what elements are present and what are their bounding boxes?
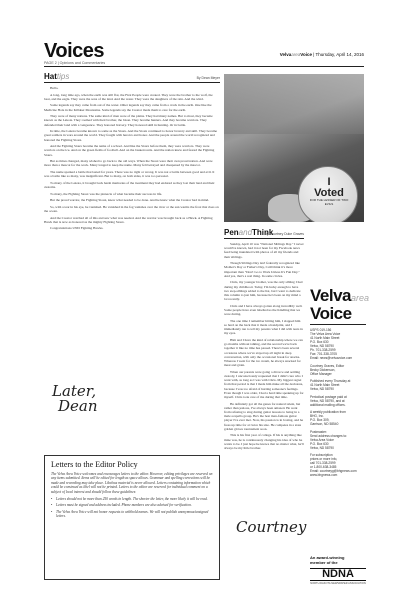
paragraph: Some legends say they came from out of the water. Other legends say they came from a crack in the earth. One like the Medicine Hole in the Killdeer Mountains. Some legends say the Creator made them to care for the earth. [44,103,212,112]
paragraph: Though Siblings Day isn't federally recognized like Mother's Day or Father's Day, I still think it's more important than "Don't Go to Work Unless It's Fun Day." And yes, that's a real thing. In some circles. [224,261,300,278]
masthead-name-a: Velva [310,286,351,305]
section-subtitle: PAGE 2 | Opinions and Commentaries [44,61,106,65]
hat-tips-byline: By Dean Meyer [196,76,220,80]
paragraph: But as times changed, many wished to go back to the old ways. When the Sioux were their own proud nation. And were more than a mascot for the work. Many longed to keep the name. Many felt betrayed and cheapened by the mascot. [44,159,213,168]
masthead-name [310,286,370,323]
letters-policy-rules [51,497,213,519]
section-header [44,40,364,66]
paragraph: Hello. [50,86,59,90]
pub-name-b: area [291,52,301,57]
i-voted-button [298,166,358,222]
letters-policy-title: Letters to the Editor Policy [51,460,138,469]
issue-date: | Thursday, April 14, 2016 [311,52,364,57]
voted-button-photo [224,74,364,222]
button-text [309,177,349,206]
paragraph: He definitely got all the genes for natural talent, but rather than jealous, I've always been amazed. He went from refusing to sing during guitar lessons to being in a male acapella group. He's the best man-famous guitar player I've ever met. Now, his passion is in boxing, and he frees up time for at twice his size. He competes in a state golden gloves tournament soon. [224,401,304,431]
signature-line-2: Dean [58,397,98,415]
pub-name-c: Voice [300,52,312,57]
paragraph: Chris and I have always gotten along incredibly well. Some people have even labelled us the Kindling that we were during. [224,303,303,317]
policy-rule: • The Velva Area Voice will not honor requests to withhold names. We will not publish anonymous/unsigned letters. [51,510,213,519]
section-title: Voices [44,40,104,62]
masthead-info-block: Postmaster: Send address changes to: Velva Area Voice P.O. Box 630 Velva, ND 58790 [310,429,348,450]
publication-date-line [280,52,364,57]
paragraph: Him and I have the kind of relationship where we can go months without talking, and the second we're back together it like no time has passed. There's been several occasions where we've stayed up all night in deep conversation, with only the occasional break for snacks. Whereas I went for the ice cream, he always snacked for meat and grain. [224,338,303,368]
masthead [310,286,370,481]
hat-tips-title-a: Hat [44,72,57,81]
hat-tips-body [44,86,220,378]
paragraph: A long, long time ago, when the earth was still flat, the First People were created. They were the brother to the wolf, the bear, and the eagle. They were the sons of the land. And the water. They were the daughters of the rain. And the wind. [44,92,213,101]
photo-background [224,74,364,134]
ndna-badge [310,556,366,585]
button-line-2: Voted [314,187,344,199]
pen-think-title-c: Think [252,228,274,237]
paragraph: Chris, my younger brother, was the only sibling I had during my childhood. Today, I'm lucky enough to have two step-siblings added to the list, but I want to dedicate this column to just him, because he's been on my mind a lot recently. [224,280,303,302]
masthead-info [310,328,366,477]
paragraph: But the proud warrior, the Fighting Sioux, knew what needed to be done. And he knew what the Creator had in mind. [50,198,210,203]
hat-tips-signature [52,384,98,414]
paragraph: Sunday, April 10 was "National Siblings Day." I never would've known, had it not been for my Facebook news feed being inundated with photos of all my friends and their siblings. [224,242,304,259]
masthead-info-block: USPS 019-156 The Velva Area Voice 41 North Main Street P.O. Box 630 Velva, ND 58790 Ph. 701-338-2599 Fax: 701-338-3705 Email: news@velvavoice.com [310,328,353,360]
hat-tips-rule [44,82,220,83]
pen-think-byline: By Courtney Duke Graves [264,232,304,236]
paragraph: They were of many nations. The same kind of men were of the plains. They had many names. But to most, they became known as the Lakota. They roamed with their brother, the bison. They became hunters. And they became warriors. They defended their land with a vengeance. They honored bravery. They honored skill in hunting. Or in battle. [44,114,213,127]
masthead-info-block: Courtney Graves, Editor Becky Dickenson, Office Manager [310,363,345,376]
pen-think-title-a: Pen [224,228,239,237]
pen-think-title-b: and [238,228,253,237]
policy-rule: • Letters must be signed and address included. Phone numbers are also advised for verification. [51,503,213,507]
letters-policy-intro: The Velva Area Voice welcomes and encourages letters to the editor. However, editing privileges are reserved on any items submitted. Items will be edited for length as space allows. Grammar and spelling corrections will be made and rewording may take place. Libelous material is never allowed. Letters containing information which could be construed as libel will not be printed. Letters to the editor are reserved for individual comment on a subject of local interest and should follow these guidelines: [51,472,213,494]
paragraph: The one time I remember hitting him, I slapped him so hard on the back that it made a handprint, and I immediately ran to tell my parents what I did with tears in my eyes. [224,318,303,336]
masthead-name-b: area [351,293,370,303]
pen-think-body [224,242,304,510]
ndna-logo-subtitle: NORTH DAKOTA NEWSPAPER ASSOCIATION [310,581,366,585]
hat-tips-title-b: tips [56,72,70,81]
hat-tips-title [44,72,69,81]
masthead-name-c: Voice [310,304,352,323]
masthead-info-block: Periodical postage paid at Velva, ND 58790, and at additional mailing offices. [310,394,347,407]
button-line-3: FOR THE LESSER OF TWO EVILS [309,198,349,206]
award-text: An award-winning member of the [310,555,345,565]
pen-think-signature: Courtney [236,518,307,536]
pen-think-rule [224,238,304,239]
paragraph: And the Creator watched all of this and saw what was needed. And the warrior was brought back as a Hawk. A Fighting Hawk that is now as honored as the mighty Fighting Sioux. [44,215,213,224]
signature-line-1: Later, [52,382,97,400]
paragraph: Congratulations UND Fighting Hawks. [50,226,104,231]
paragraph: To many, the Fighting Sioux was the pinnacle of what became their success in life. [50,191,163,196]
header-rule [44,66,364,67]
button-line-1: I [327,176,331,188]
paragraph: The name sparked a battle that lasted for years. There was no right or wrong. It was not a battle between good and evil. It was a battle like so many, was insignificant. But to many, on both sides, it was too personal. [44,169,215,179]
policy-rule: • Letters should not be more than 250 words in length. The shorter the letter, the more likely it will be read. [51,497,213,501]
ndna-logo: NDNA [310,568,366,581]
masthead-info-block: A weekly publication from BHG, Inc. P.O. Box 309, Garrison, ND 58540 [310,410,346,426]
paragraph: So, with a tear in his eye, he vanished. He vanished in the fog vanishes over the river or the sun warms the frost that rises on the ocean. [44,204,219,213]
paragraph: And the Fighting Sioux became the name of a school. And like the Sioux before them, they were warriors. They were warriors on the ice. And on the green fields of football. And on the basketcourts. And the nation knew and feared the Fighting Sioux. [44,144,215,157]
paragraph: In time, the Lakota became known to some as the Sioux. And the Sioux continued to honor bravery and skill. They became great soldiers in wars around the world. They fought with heroics and honor. And the people around the world recognized and honored the Fighting Sioux. [44,129,217,142]
masthead-info-block: Published every Thursday at 41 North Main Street Velva, ND 58790 [310,379,351,391]
masthead-rule [310,324,366,325]
paragraph: This is his first year of college. If his is anything like mine was, he is continuously changing his idea of who he wants to be. I just hope he knows that no matter what, he'll always be my little brother. [224,433,304,451]
letters-policy-box [44,455,220,580]
paragraph: To many of the Lakota, it brought back harsh memories of the treatment they had endured as they lost their land and their customs. [44,180,215,189]
pub-name-a: Velva [279,52,292,57]
masthead-info-block: For subscription prices or more info, call 701-338-2599 or 1-800-638-3485 Email: courtneyg@bhgnews.com www.bhgnews.com [310,453,357,477]
paragraph: When our parents were going a divorce and settling custody, I unconsciously requested that I didn't care who I went with, as long as I was with Chris. My biggest regret from that period is that I made him make all the decisions, because I was too afraid of hurting someone's feelings. Even though I was older, I had a hard time speaking up for myself. Chris took care of me during that time. [224,369,304,400]
